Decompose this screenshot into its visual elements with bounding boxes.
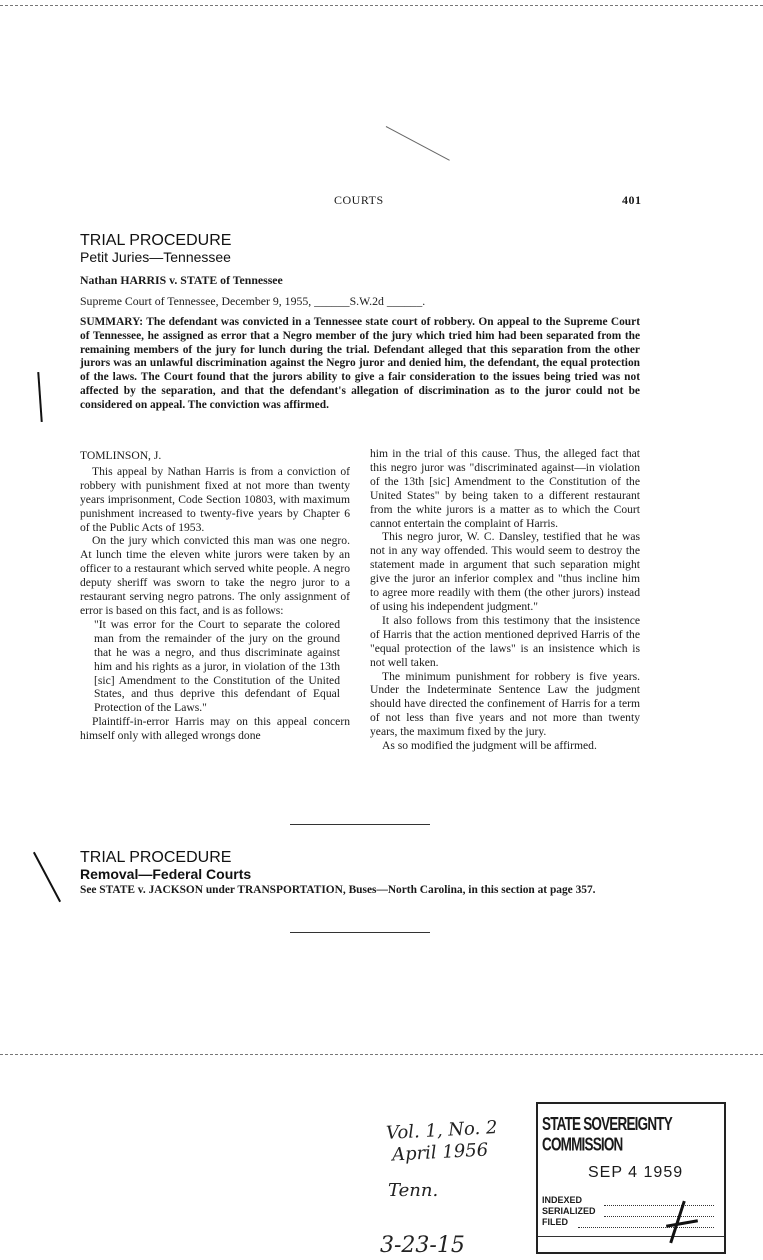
stamp-dotted-line — [604, 1205, 714, 1206]
section-title: TRIAL PROCEDURE — [80, 232, 232, 249]
stamp-dotted-line — [604, 1216, 714, 1217]
margin-mark — [33, 852, 61, 902]
stamp-date: SEP 4 1959 — [588, 1164, 684, 1181]
scan-mark — [386, 126, 450, 161]
paragraph: The minimum punishment for robbery is five years. Under the Indeterminate Sentence Law the judgment should have directed the confinement of Harris for a term of not less than five years and not more than twenty years, the maximum fixed by the jury. — [370, 669, 640, 739]
handwritten-note: April 1956 — [391, 1139, 489, 1166]
handwritten-note: Tenn. — [388, 1180, 439, 1201]
section-subtitle: Removal—Federal Courts — [80, 866, 252, 882]
case-name: Nathan HARRIS v. STATE of Tennessee — [80, 273, 283, 287]
page-number: 401 — [622, 193, 642, 207]
paragraph: This negro juror, W. C. Dansley, testified that he was not in any way offended. This would seem to destroy the statement made in argument that such separation might give the juror an inferior complex and "thus incline him to agree more readily with them (the other jurors) instead of using his independent judgment." — [370, 530, 640, 613]
judge-name: TOMLINSON, J. — [80, 449, 162, 462]
margin-mark — [37, 372, 42, 422]
opinion-left-column — [80, 449, 350, 743]
divider — [290, 824, 430, 825]
commission-stamp — [536, 1102, 726, 1254]
section-subtitle: Petit Juries—Tennessee — [80, 249, 231, 265]
opinion-right-column — [370, 447, 640, 753]
case-citation: Supreme Court of Tennessee, December 9, 1955, ______S.W.2d ______. — [80, 294, 426, 308]
running-head: COURTS — [334, 193, 384, 207]
stamp-indexed: INDEXED — [542, 1195, 583, 1205]
handwritten-note: 3-23-15 — [380, 1233, 465, 1258]
stamp-dotted-line — [578, 1227, 714, 1228]
divider — [290, 932, 430, 933]
section-title: TRIAL PROCEDURE — [80, 849, 232, 866]
block-quote: "It was error for the Court to separate the colored man from the remainder of the jury on the ground that he was a negro, and thus discriminate against him and his rights as a juror, in violation of the 13th [sic] Amendment to the Constitution of the United States, and thus deprive this defendant of Equal Protection of the Laws." — [94, 617, 340, 715]
paragraph: As so modified the judgment will be affirmed. — [382, 739, 597, 753]
paragraph: Plaintiff-in-error Harris may on this appeal concern himself only with alleged wrongs done — [80, 715, 350, 743]
scan-top-edge — [0, 5, 763, 6]
paragraph: It also follows from this testimony that the insistence of Harris that the action mentioned deprived Harris of the "equal protection of the laws" is an insistence which is not well taken. — [370, 613, 640, 669]
case-summary: SUMMARY: The defendant was convicted in a Tennessee state court of robbery. On appeal to the Supreme Court of Tennessee, he assigned as error that a Negro member of the jury which tried him had been separated from the remaining members of the jury for lunch during the trial. Defendant alleged that this separation from the other jurors was an unlawful discrimination against the Negro juror and denied him, the defendant, the equal protection of the laws. The Court found that the jurors ability to give a fair consideration to the issues being tried was not affected by the separation, and that the defendant's allegation of discrimination as to the juror could not be considered on appeal. The conviction was affirmed. — [80, 316, 640, 411]
paragraph: him in the trial of this cause. Thus, the alleged fact that this negro juror was "discriminated against—in violation of the 13th [sic] Amendment to the Constitution of the United States" by being taken to a different restaurant from the white jurors is a matter as to which the Court cannot entertain the complaint of Harris. — [370, 447, 640, 530]
paragraph: On the jury which convicted this man was one negro. At lunch time the eleven white jurors were taken by an officer to a restaurant which served white people. A negro deputy sheriff was sworn to take the negro juror to a restaurant serving negro patrons. The only assignment of error is based on this fact, and is as follows: — [80, 534, 350, 617]
handwritten-note: Vol. 1, No. 2 — [385, 1117, 498, 1144]
cross-reference-note: See STATE v. JACKSON under TRANSPORTATION, Buses—North Carolina, in this section at page 357. — [80, 884, 596, 896]
stamp-serialized: SERIALIZED — [542, 1206, 596, 1216]
scan-bottom-edge — [0, 1054, 763, 1055]
paragraph: This appeal by Nathan Harris is from a conviction of robbery with punishment fixed at not more than twenty years imprisonment, Code Section 10803, with maximum punishment increased to twenty-five years by Chapter 6 of the Public Acts of 1953. — [80, 464, 350, 534]
stamp-header: STATE SOVEREIGNTY COMMISSION — [542, 1114, 672, 1155]
stamp-filed: FILED — [542, 1217, 568, 1227]
stamp-base-line — [538, 1236, 724, 1237]
